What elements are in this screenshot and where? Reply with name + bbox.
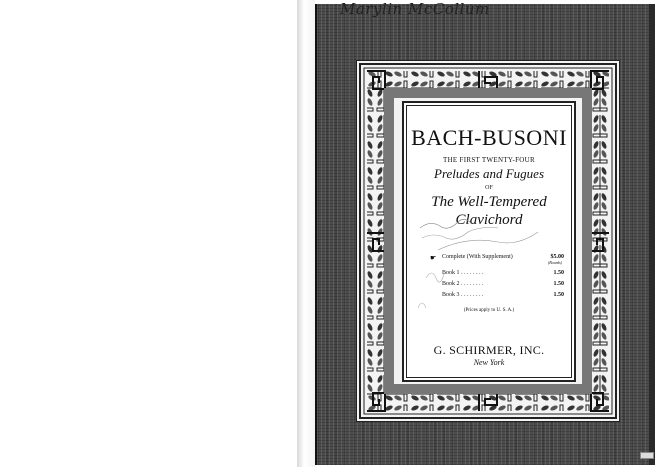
- pencil-scribbles: [418, 208, 568, 318]
- subtitle-top: THE FIRST TWENTY-FOUR: [443, 156, 535, 164]
- price-label: Book 3 . . . . . . . .: [442, 292, 484, 298]
- price-note: (Boards): [547, 260, 562, 265]
- price-value: 1.50: [553, 292, 564, 298]
- title-clavichord: Clavichord: [455, 212, 523, 228]
- composer-title: BACH-BUSONI: [411, 125, 567, 150]
- price-label: Complete (With Supplement): [442, 254, 513, 260]
- book-spine: [297, 0, 315, 467]
- title-well-tempered: The Well-Tempered: [431, 194, 547, 210]
- pointing-hand-icon: ☛: [430, 254, 437, 262]
- cover-edge: [649, 4, 655, 465]
- price-value: 1.50: [553, 270, 564, 276]
- title-preludes: Preludes and Fugues: [434, 166, 544, 181]
- library-stamp: [640, 452, 654, 459]
- price-value: 1.50: [553, 281, 564, 287]
- publisher-name: G. SCHIRMER, INC.: [433, 343, 545, 357]
- price-label: Book 2 . . . . . . . .: [442, 281, 484, 287]
- owner-signature: Marylin McCollum: [340, 0, 490, 18]
- price-value: $5.00: [550, 254, 564, 260]
- blank-left-page: [0, 0, 297, 467]
- price-label: Book 1 . . . . . . . .: [442, 270, 484, 276]
- publisher-city: New York: [473, 358, 505, 367]
- prices-apply-note: (Prices apply to U. S. A.): [463, 308, 515, 313]
- title-of: OF: [485, 185, 493, 191]
